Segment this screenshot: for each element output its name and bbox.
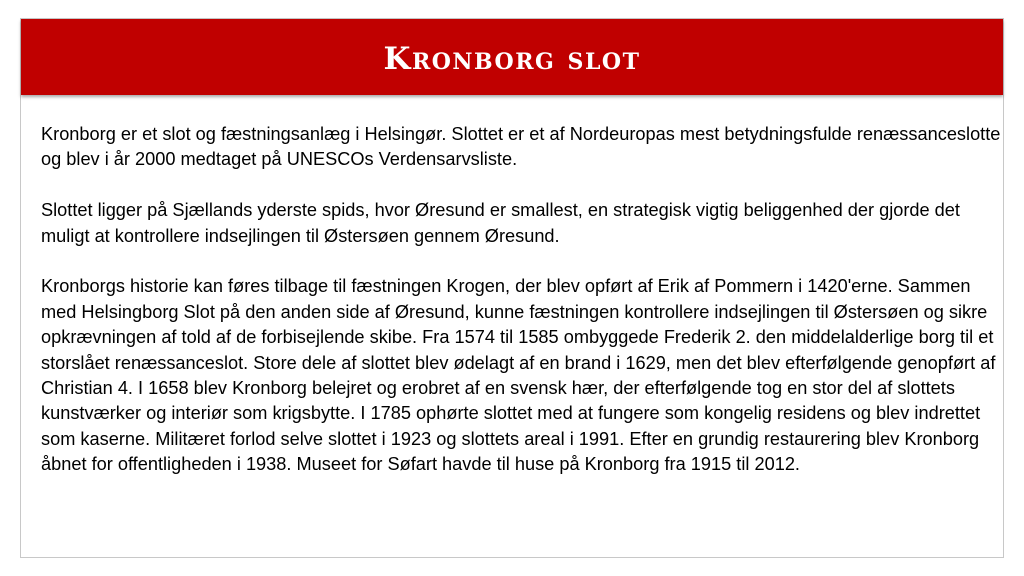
slide-body — [41, 122, 1001, 478]
paragraph-intro: Kronborg er et slot og fæstningsanlæg i Helsingør. Slottet er et af Nordeuropas mest betydningsfulde renæssanceslotte og blev i år 2000 medtaget på UNESCOs Verdensarvsliste. — [41, 124, 1001, 170]
title-bar — [21, 19, 1003, 95]
paragraph-history: Kronborgs historie kan føres tilbage til fæstningen Krogen, der blev opført af Erik af Pommern i 1420'erne. Sammen med Helsingborg Slot på den anden side af Øresund, kunne fæstningen kontrollere indsejlingen til Østersøen og sikre opkrævningen af told af de forbisejlende skibe. Fra 1574 til 1585 ombyggede Frederik 2. den middelalderlige borg til et storslået renæssanceslot. Store dele af slottet blev ødelagt af en brand i 1629, men det blev efterfølgende genopført af Christian 4. I 1658 blev Kronborg belejret og erobret af en svensk hær, der efterfølgende tog en stor del af slottets kunstværker og interiør som krigsbytte. I 1785 ophørte slottet med at fungere som kongelig residens og blev indrettet som kaserne. Militæret forlod selve slottet i 1923 og slottets areal i 1991. Efter en grundig restaurering blev Kronborg åbnet for offentligheden i 1938. Museet for Søfart havde til huse på Kronborg fra 1915 til 2012. — [41, 276, 996, 475]
paragraph-location: Slottet ligger på Sjællands yderste spids, hvor Øresund er smallest, en strategisk vigtig beliggenhed der gjorde det muligt at kontrollere indsejlingen til Østersøen gennem Øresund. — [41, 200, 960, 246]
slide — [20, 18, 1004, 558]
slide-title: Kronborg slot — [383, 41, 641, 77]
